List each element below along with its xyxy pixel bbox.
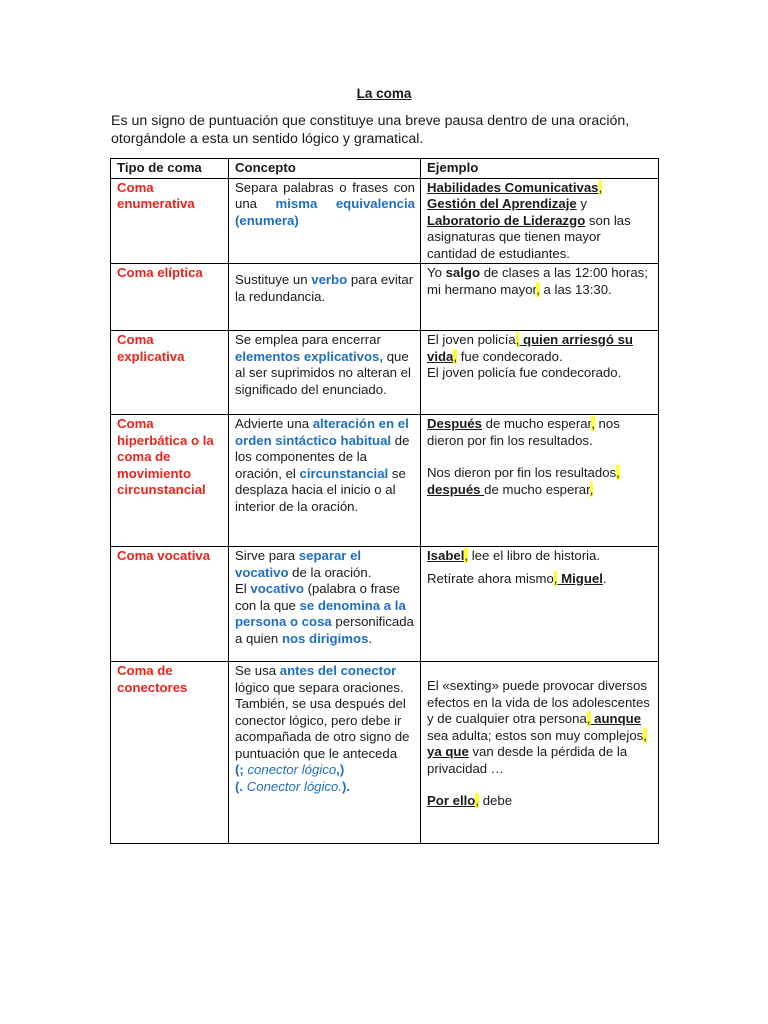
example-text: nos dieron por fin los resultados.: [427, 416, 620, 448]
example-term: quien arriesgó su vida: [427, 332, 633, 364]
row-concept-enumerativa: [229, 178, 421, 264]
row-example-explicativa: [421, 331, 659, 415]
highlighted-comma: ,: [464, 548, 469, 563]
document-title: La coma: [356, 86, 412, 101]
table-row: [111, 547, 659, 662]
example-text: El joven policía fue condecorado.: [427, 365, 622, 380]
table-row: [111, 178, 659, 264]
example-text: van desde la pérdida de la privacidad …: [427, 744, 628, 776]
example-text: fue condecorado.: [457, 348, 563, 364]
example-text: son las asignaturas que tienen mayor cantidad de estudiantes.: [427, 212, 631, 261]
example-term: Después: [427, 416, 482, 431]
example-text: lee el libro de historia.: [468, 548, 601, 563]
concept-highlight: alteración en el orden sintáctico habitual: [235, 416, 409, 448]
concept-highlight: circunstancial: [299, 465, 389, 481]
concept-highlight: antes del conector: [279, 663, 397, 678]
example-text: Yo: [427, 265, 446, 280]
concept-text: Sirve para: [235, 548, 299, 563]
concept-text: para evitar la redundancia.: [235, 272, 414, 304]
highlighted-comma: ,: [643, 727, 647, 743]
example-text: El «sexting» puede provocar diversos efectos en la vida de los adolescentes y de cualquier otra persona: [427, 678, 650, 726]
header-concepto: Concepto: [229, 159, 421, 179]
row-concept-explicativa: [229, 331, 421, 415]
row-concept-eliptica: [229, 264, 421, 331]
example-term: Habilidades Comunicativas: [427, 179, 599, 195]
concept-highlight: nos dirigimos: [281, 630, 369, 646]
concept-text: lógico que separa oraciones. También, se usa después del conector lógico, pero debe ir acompañada de otro signo de puntuación que le anteceda: [235, 679, 410, 761]
row-type-conectores: Coma de conectores: [111, 662, 229, 844]
example-term: Gestión del Aprendizaje: [427, 196, 577, 211]
example-term: después: [427, 481, 485, 497]
row-concept-vocativa: [229, 547, 421, 662]
example-text: y: [576, 196, 587, 211]
concept-text: El: [235, 581, 251, 596]
concept-italic: Conector lógico.: [246, 778, 343, 794]
table-row: [111, 264, 659, 331]
example-term: Miguel: [557, 570, 603, 586]
highlighted-comma: ,: [515, 332, 520, 347]
example-text: de clases a las 12:00 horas; mi hermano mayor: [427, 265, 648, 297]
highlighted-comma: ,: [475, 793, 480, 808]
highlighted-comma: ,: [598, 179, 603, 195]
example-text: Retírate ahora mismo: [427, 570, 554, 586]
concept-highlight: ,): [336, 762, 345, 777]
concept-text: que al ser suprimidos no alteran el significado del enunciado.: [235, 348, 411, 397]
concept-highlight: elementos explicativos,: [235, 348, 384, 364]
example-text: de mucho esperar: [484, 481, 590, 497]
concept-text: personificada a quien: [235, 614, 414, 646]
highlighted-comma: ,: [586, 711, 591, 726]
example-text: .: [602, 570, 607, 586]
example-text: de mucho esperar: [481, 416, 592, 431]
row-example-conectores: [421, 662, 659, 844]
row-example-vocativa: [421, 547, 659, 662]
concept-highlight: (.: [235, 778, 247, 794]
row-type-eliptica: Coma elíptica: [111, 264, 229, 331]
example-text: El joven policía: [427, 332, 516, 347]
highlighted-comma: ,: [591, 416, 595, 431]
concept-highlight: misma equivalencia (enumera): [235, 196, 415, 228]
row-example-eliptica: [421, 264, 659, 331]
table-row: [111, 415, 659, 547]
example-term: Laboratorio de Liderazgo: [427, 212, 586, 228]
comma-types-table: [110, 158, 659, 844]
example-text: a las 13:30.: [539, 281, 612, 297]
concept-text: (palabra o frase con la que: [235, 581, 400, 613]
concept-highlight: separar el vocativo: [235, 548, 362, 580]
concept-highlight: verbo: [311, 272, 348, 287]
row-concept-conectores: [229, 662, 421, 844]
example-term: ya que: [427, 744, 469, 759]
row-type-hiperbatica: Coma hiperbática o la coma de movimiento circunstancial: [111, 415, 229, 547]
concept-highlight: (;: [235, 762, 248, 777]
highlighted-comma: ,: [536, 281, 540, 297]
header-tipo: Tipo de coma: [111, 159, 229, 179]
concept-text: de los componentes de la oración, el: [235, 432, 410, 481]
concept-text: Se emplea para encerrar: [235, 332, 381, 347]
intro-paragraph: Es un signo de puntuación que constituye una breve pausa dentro de una oración, otorgándole a esta un sentido lógico y gramatical.: [111, 113, 630, 147]
concept-text: Advierte una: [235, 416, 313, 431]
highlighted-comma: ,: [453, 348, 458, 364]
row-example-enumerativa: [421, 178, 659, 264]
concept-highlight: ).: [342, 778, 351, 794]
example-term: Isabel: [427, 548, 465, 563]
highlighted-comma: ,: [589, 481, 594, 497]
concept-text: Separa palabras o frases con una: [235, 179, 415, 211]
concept-text: Se usa: [235, 663, 280, 678]
example-text: Nos dieron por fin los resultados: [427, 465, 617, 480]
row-example-hiperbatica: [421, 415, 659, 547]
highlighted-comma: ,: [553, 570, 558, 586]
example-term: aunque: [590, 711, 642, 726]
row-type-vocativa: Coma vocativa: [111, 547, 229, 662]
example-text: debe: [479, 793, 513, 808]
row-type-enumerativa: Coma enumerativa: [111, 178, 229, 264]
header-ejemplo: Ejemplo: [421, 159, 659, 179]
concept-highlight: vocativo: [250, 581, 304, 596]
concept-text: .: [368, 630, 373, 646]
example-term: Por ello: [427, 793, 476, 808]
example-text: sea adulta; estos son muy complejos: [427, 727, 644, 743]
concept-italic: conector lógico: [247, 762, 337, 777]
concept-text: Sustituye un: [235, 272, 312, 287]
concept-text: de la oración.: [288, 564, 372, 580]
row-type-explicativa: Coma explicativa: [111, 331, 229, 415]
concept-text: se desplaza hacia el inicio o al interior de la oración.: [235, 465, 406, 514]
highlighted-comma: ,: [616, 465, 620, 480]
table-header-row: [111, 159, 659, 179]
concept-highlight: se denomina a la persona o cosa: [235, 597, 406, 629]
example-term: salgo: [445, 265, 481, 280]
table-row: [111, 662, 659, 844]
table-row: [111, 331, 659, 415]
row-concept-hiperbatica: [229, 415, 421, 547]
